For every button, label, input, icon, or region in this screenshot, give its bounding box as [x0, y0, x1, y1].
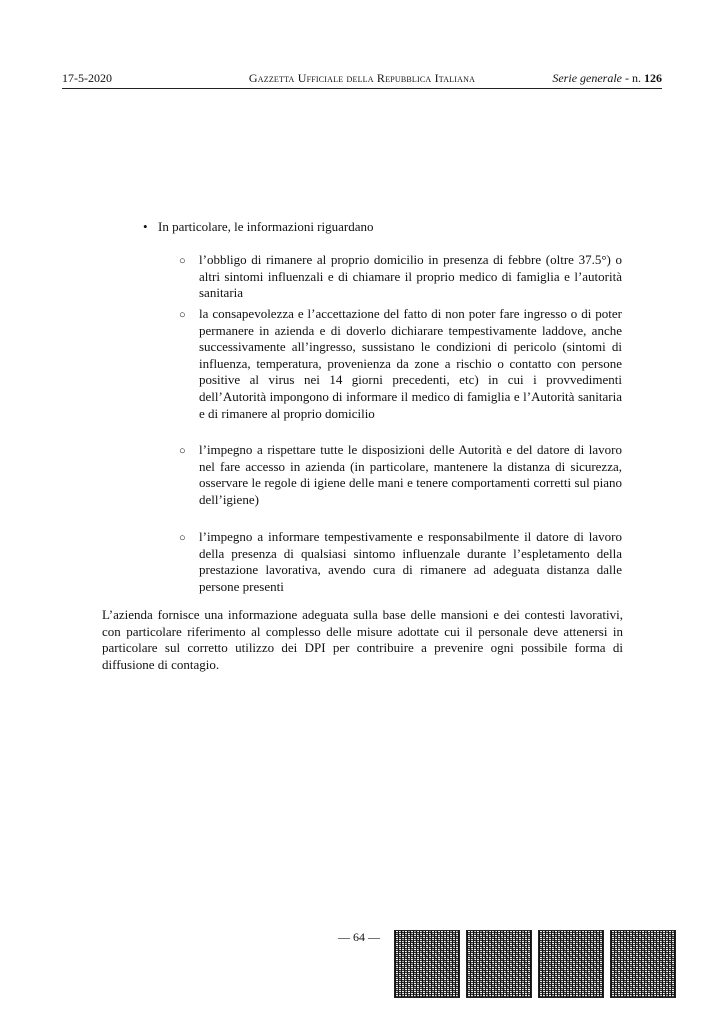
barcode-block: [466, 930, 532, 998]
sub-item-consapevolezza: la consapevolezza e l’accettazione del fatto di non poter fare ingresso o di poter permanere in azienda e di doverlo dichiarare tempestivamente laddove, anche successivamente all’ingresso, sussistano le condizioni di pericolo (sintomi di influenza, temperatura, provenienza da zone a rischio o contatto con persone positive al virus nei 14 giorni precedenti, etc) in cui i provvedimenti dell’Autorità impongono di informare il medico di famiglia e l’Autorità sanitaria e di rimanere al proprio domicilio: [199, 306, 622, 421]
bullet-intro: In particolare, le informazioni riguardano: [158, 219, 374, 234]
header-title: Gazzetta Ufficiale della Repubblica Italiana: [248, 71, 476, 85]
sub-marker: ○: [179, 255, 186, 267]
header-rule: [62, 88, 662, 89]
serie-label: Serie generale: [552, 71, 622, 85]
sub-marker: ○: [179, 532, 186, 544]
page-number: — 64 —: [338, 930, 380, 944]
sub-marker: ○: [179, 309, 186, 321]
page-header: [62, 70, 662, 88]
header-series: [552, 70, 662, 86]
barcode-strip: [394, 930, 676, 998]
header-date: 17-5-2020: [62, 71, 112, 85]
bullet-marker: •: [143, 219, 148, 234]
sub-item-impegno-rispettare: l’impegno a rispettare tutte le disposizioni delle Autorità e del datore di lavoro nel fare accesso in azienda (in particolare, mantenere la distanza di sicurezza, osservare le regole di igiene delle mani e tenere comportamenti corretti sul piano dell’igiene): [199, 442, 622, 507]
barcode-block: [394, 930, 460, 998]
serie-separator: - n.: [622, 71, 644, 85]
barcode-block: [538, 930, 604, 998]
closing-paragraph: L’azienda fornisce una informazione adeguata sulla base delle mansioni e dei contesti lavorativi, con particolare riferimento al complesso delle misure adottate cui il personale deve attenersi in particolare sul corretto utilizzo dei DPI per contribuire a prevenire ogni possibile forma di diffusione di contagio.: [102, 607, 623, 672]
sub-marker: ○: [179, 445, 186, 457]
sub-item-febbre: l’obbligo di rimanere al proprio domicilio in presenza di febbre (oltre 37.5°) o altri sintomi influenzali e di chiamare il proprio medico di famiglia e l’autorità sanitaria: [199, 252, 622, 301]
issue-number: 126: [644, 71, 662, 85]
barcode-block: [610, 930, 676, 998]
sub-item-impegno-informare: l’impegno a informare tempestivamente e responsabilmente il datore di lavoro della presenza di qualsiasi sintomo influenzale durante l’espletamento della prestazione lavorativa, avendo cura di rimanere ad adeguata distanza dalle persone presenti: [199, 529, 622, 594]
